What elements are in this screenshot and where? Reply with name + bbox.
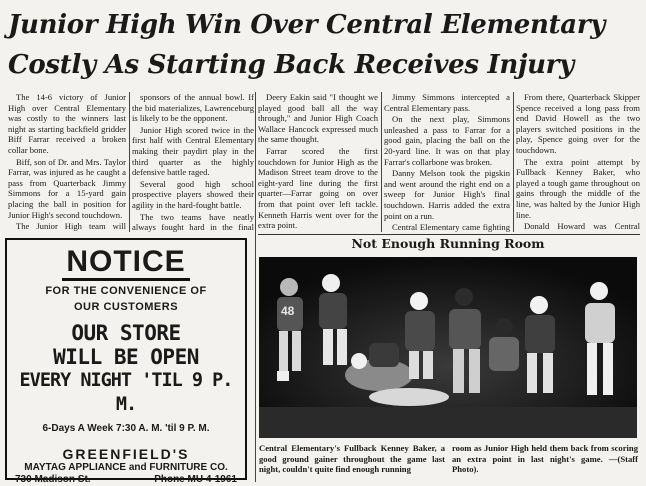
story-paragraph: Jimmy Simmons intercepted a Central Elementary pass. (384, 92, 510, 113)
store-notice-ad (5, 238, 247, 485)
story-paragraph: On the next play, Simmons unleashed a pass to Farrar for a good gain, placing the ball on the 20-yard line. It was on that play Farrar's collarbone was broken. (384, 114, 510, 167)
story-paragraph: Donald Howard was Central (524, 221, 640, 232)
notice-customers-line: OUR CUSTOMERS (73, 301, 179, 313)
column-rule (381, 92, 382, 232)
story-paragraph: Danny Melson took the pigskin and went around the right end on a sweep for Junior High's final touchdown. Harris added the extra point on a run. (384, 168, 510, 221)
notice-our-store: OUR STORE (71, 321, 181, 345)
column-rule (513, 92, 514, 232)
jersey-number: 48 (281, 304, 295, 318)
story-paragraph: Farrar scored the first touchdown for Junior High as the Madison Street team drove to the eight-yard line during the first quarter—Farrar going on over from that point over left tackle. Kenneth Harris went over for the extra point. (258, 145, 378, 231)
story-column-5 (516, 92, 640, 232)
story-paragraph: Junior High scored twice in the first half with Central Elementary making their paydirt play in the third quarter as the highly defensive battle raged. (132, 124, 254, 178)
column-rule (129, 92, 130, 232)
notice-every-night: EVERY NIGHT 'TIL 9 P. M. (19, 370, 233, 415)
story-column-2 (132, 92, 254, 232)
notice-phone: Phone MU 4-1961 (154, 474, 237, 485)
story-paragraph: sponsors of the annual bowl. If the bid materializes, Lawrenceburg is likely to be the opponent. (132, 92, 254, 124)
story-paragraph: The 14-6 victory of Junior High over Central Elementary was costly to the winners last night as starting backfield gridder Biff Farrar received a broken collar bone. (8, 92, 126, 155)
notice-will-be-open: WILL BE OPEN (53, 345, 199, 369)
story-column-1 (8, 92, 126, 232)
headline-line-1: Junior High Win Over Central Elementary (8, 10, 606, 40)
notice-store-name: GREENFIELD'S (62, 446, 190, 462)
notice-address: 730 Madison St. (15, 474, 91, 485)
story-paragraph: Several good high school prospective players showed their agility in the hard-fought battle. (132, 178, 254, 210)
story-paragraph: The extra point attempt by Fullback Kenney Baker, who played a tough game throughout on gains through the middle of the line, was halted by the Junior High line. (516, 156, 640, 220)
football-scene-image (259, 257, 637, 438)
story-column-3 (258, 92, 378, 232)
headline-line-2: Costly As Starting Back Receives Injury (8, 50, 574, 80)
photo-caption-left: Central Elementary's Fullback Kenney Baker, a good ground gainer throughout the game last night, couldn't quite find enough running (259, 443, 445, 475)
football-photo (259, 257, 637, 438)
story-paragraph: The two teams have neatly always fought hard in the final (132, 211, 254, 232)
photo-caption-right: room as Junior High held them back from scoring an extra point in last night's game. —(Staff Photo). (452, 443, 638, 475)
notice-title: NOTICE (62, 246, 189, 281)
notice-hours: 6-Days A Week 7:30 A. M. 'til 9 P. M. (42, 423, 210, 434)
story-paragraph: Biff, son of Dr. and Mrs. Taylor Farrar, was injured as he caught a pass from Quarterback Jimmy Simmons for a 15-yard gain placing the ball in position for Junior High's second touchdown. (8, 156, 126, 220)
column-rule (255, 92, 256, 482)
story-paragraph: The Junior High team will (16, 221, 126, 232)
story-paragraph: From there, Quarterback Skipper Spence received a long pass from end David Howell as the two players switched positions in the play, Spence going over for the touchdown. (516, 92, 640, 155)
story-paragraph: Deery Eakin said "I thought we played good ball all the way through," and Junior High Coach Wallace Hancock expressed much the same thought. (258, 92, 378, 145)
notice-for-line: FOR THE CONVENIENCE OF (45, 285, 207, 297)
notice-contact-row (7, 474, 245, 486)
notice-store-description: MAYTAG APPLIANCE and FURNITURE CO. (24, 462, 228, 473)
story-paragraph: Central Elementary came fighting (392, 222, 510, 232)
section-divider (258, 234, 640, 235)
story-column-4 (384, 92, 510, 232)
photo-title: Not Enough Running Room (351, 236, 545, 251)
